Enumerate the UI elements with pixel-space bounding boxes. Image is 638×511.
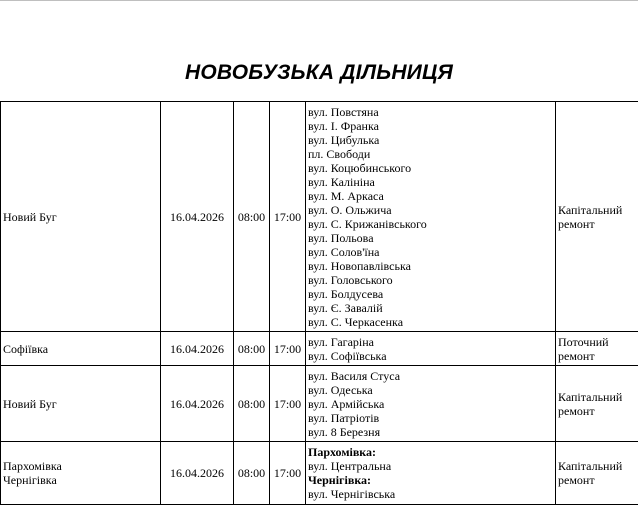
date-cell: 16.04.2026 xyxy=(161,442,234,505)
settlement-name: Новий Буг xyxy=(3,396,57,411)
street-name: вул. Повстяна xyxy=(308,104,379,119)
street-name: вул. Болдусева xyxy=(308,286,384,301)
settlement-cell xyxy=(1,442,161,505)
table-row xyxy=(1,366,638,442)
street-name: вул. Армійська xyxy=(308,396,385,411)
street-name: вул. Софіївська xyxy=(308,348,387,363)
table-row xyxy=(1,102,638,332)
street-name: вул. Цибулька xyxy=(308,132,380,147)
settlement-cell xyxy=(1,332,161,366)
date-cell: 16.04.2026 xyxy=(161,102,234,332)
top-rule xyxy=(0,0,638,1)
outage-schedule-table xyxy=(0,101,638,505)
start-time-cell: 08:00 xyxy=(234,332,270,366)
table-row xyxy=(1,442,638,505)
settlement-group-heading: Чернігівка: xyxy=(308,473,372,487)
table-row xyxy=(1,332,638,366)
page-title: НОВОБУЗЬКА ДІЛЬНИЦЯ xyxy=(184,61,454,84)
work-type-cell: Капітальний ремонт xyxy=(556,366,638,442)
work-type-cell: Поточний ремонт xyxy=(556,332,638,366)
street-name: вул. С. Черкасенка xyxy=(308,314,404,329)
date-cell: 16.04.2026 xyxy=(161,366,234,442)
settlement-group-heading: Пархомівка: xyxy=(308,445,377,459)
date-cell: 16.04.2026 xyxy=(161,332,234,366)
settlement-name: Софіївка xyxy=(3,341,49,356)
streets-cell xyxy=(306,442,556,505)
street-name: вул. Патріотів xyxy=(308,410,380,425)
work-type-cell: Капітальний ремонт xyxy=(556,442,638,505)
end-time-cell: 17:00 xyxy=(270,442,306,505)
street-name: вул. Чернігівська xyxy=(308,487,396,501)
schedule-body xyxy=(1,102,638,505)
street-name: вул. О. Ольжича xyxy=(308,202,392,217)
street-name: пл. Свободи xyxy=(308,146,371,161)
start-time-cell: 08:00 xyxy=(234,366,270,442)
street-name: вул. М. Аркаса xyxy=(308,188,384,203)
settlement-cell xyxy=(1,102,161,332)
start-time-cell: 08:00 xyxy=(234,102,270,332)
streets-cell xyxy=(306,102,556,332)
street-name: вул. Калініна xyxy=(308,174,375,189)
settlement-name: Пархомівка xyxy=(3,459,62,473)
start-time-cell: 08:00 xyxy=(234,442,270,505)
street-name: вул. Новопавлівська xyxy=(308,258,411,273)
street-name: вул. Головського xyxy=(308,272,393,287)
work-type-cell: Капітальний ремонт xyxy=(556,102,638,332)
street-name: вул. Є. Завалій xyxy=(308,300,383,315)
street-name: вул. Одеська xyxy=(308,382,373,397)
street-name: вул. Василя Стуса xyxy=(308,368,401,383)
street-name: вул. І. Франка xyxy=(308,118,379,133)
settlement-cell xyxy=(1,366,161,442)
street-name: вул. Центральна xyxy=(308,459,392,473)
street-name: вул. 8 Березня xyxy=(308,424,381,439)
street-name: вул. Польова xyxy=(308,230,374,245)
street-name: вул. Гагаріна xyxy=(308,334,375,349)
end-time-cell: 17:00 xyxy=(270,102,306,332)
end-time-cell: 17:00 xyxy=(270,366,306,442)
street-name: вул. Солов'їна xyxy=(308,244,380,259)
streets-cell xyxy=(306,332,556,366)
streets-cell xyxy=(306,366,556,442)
end-time-cell: 17:00 xyxy=(270,332,306,366)
street-name: вул. С. Крижанівського xyxy=(308,216,427,231)
settlement-name: Новий Буг xyxy=(3,209,57,224)
settlement-name: Чернігівка xyxy=(3,473,57,487)
street-name: вул. Коцюбинського xyxy=(308,160,412,175)
